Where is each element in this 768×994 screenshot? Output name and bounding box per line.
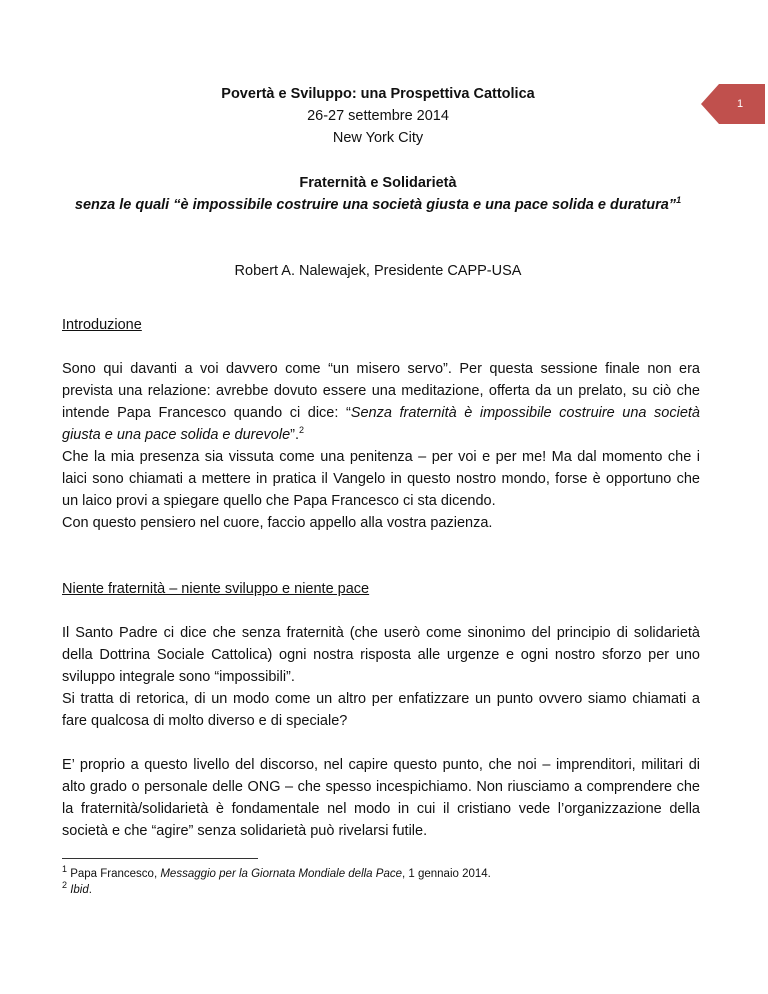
footnote-ref-1: 1 [676, 195, 682, 206]
footnote-ref-2: 2 [299, 425, 305, 436]
paragraph-1: Sono qui davanti a voi davvero come “un misero servo”. Per questa sessione finale non era prevista una relazione: avrebbe dovuto essere una meditazione, offerta da un prelato, su ciò che intende Papa Francesco quando ci dice: “Senza fraternità è impossibile costruire una società giusta e una pace solida e durevole”.$^2$ [62, 361, 700, 443]
page-number: 1 [736, 98, 744, 110]
paragraph-6: E’ proprio a questo livello del discorso, nel capire questo punto, che noi – imprenditori, militari di alto grado o personale delle ONG – che spesso incespichiamo. Non riusciamo a comprendere che la fraternità/solidarietà è fondamentale nel modo in cui il cristiano vede l’organizzazione della società e che “agire” senza solidarietà può rivelarsi futile. [62, 757, 700, 839]
paragraph-2: Che la mia presenza sia vissuta come una penitenza – per voi e per me! Ma dal momento che i laici sono chiamati a mettere in pratica il Vangelo in questo nostro mondo, forse è opportuno che un laico provi a spiegare quello che Papa Francesco ci sta dicendo. [62, 449, 700, 509]
pope-quote: Senza fraternità è impossibile costruire una società giusta e una pace solida e durevole [62, 405, 700, 443]
section-heading-niente-fraternita: Niente fraternità – niente sviluppo e niente pace [62, 581, 370, 597]
conference-place: New York City [332, 130, 424, 146]
conference-header [0, 83, 756, 149]
talk-title: Fraternità e Solidarietà [299, 175, 457, 191]
page-number-badge [701, 84, 765, 124]
conference-dates: 26-27 settembre 2014 [307, 108, 449, 124]
section-heading-introduzione: Introduzione [62, 317, 142, 333]
author-line: Robert A. Nalewajek, Presidente CAPP-USA [234, 263, 522, 279]
footnote-2: $^2$ Ibid. [62, 880, 92, 896]
paragraph-4: Il Santo Padre ci dice che senza fraternità (che userò come sinonimo del principio di solidarietà della Dottrina Sociale Cattolica) ogni nostra risposta alle urgenze e ogni nostro sforzo per uno sviluppo integrale sono “impossibili”. [62, 625, 700, 685]
footnote-1: $^1$ Papa Francesco, Messaggio per la Giornata Mondiale della Pace, 1 gennaio 2014. [62, 864, 491, 880]
footnote-separator [62, 858, 258, 859]
talk-title-block [0, 172, 756, 216]
conference-title: Povertà e Sviluppo: una Prospettiva Cattolica [221, 86, 535, 102]
talk-subtitle: senza le quali “è impossibile costruire una società giusta e una pace solida e duratura”$^1$ [74, 195, 682, 213]
paragraph-5: Si tratta di retorica, di un modo come un altro per enfatizzare un punto ovvero siamo chiamati a fare qualcosa di molto diverso e di speciale? [62, 691, 700, 729]
paragraph-3: Con questo pensiero nel cuore, faccio appello alla vostra pazienza. [62, 515, 493, 531]
